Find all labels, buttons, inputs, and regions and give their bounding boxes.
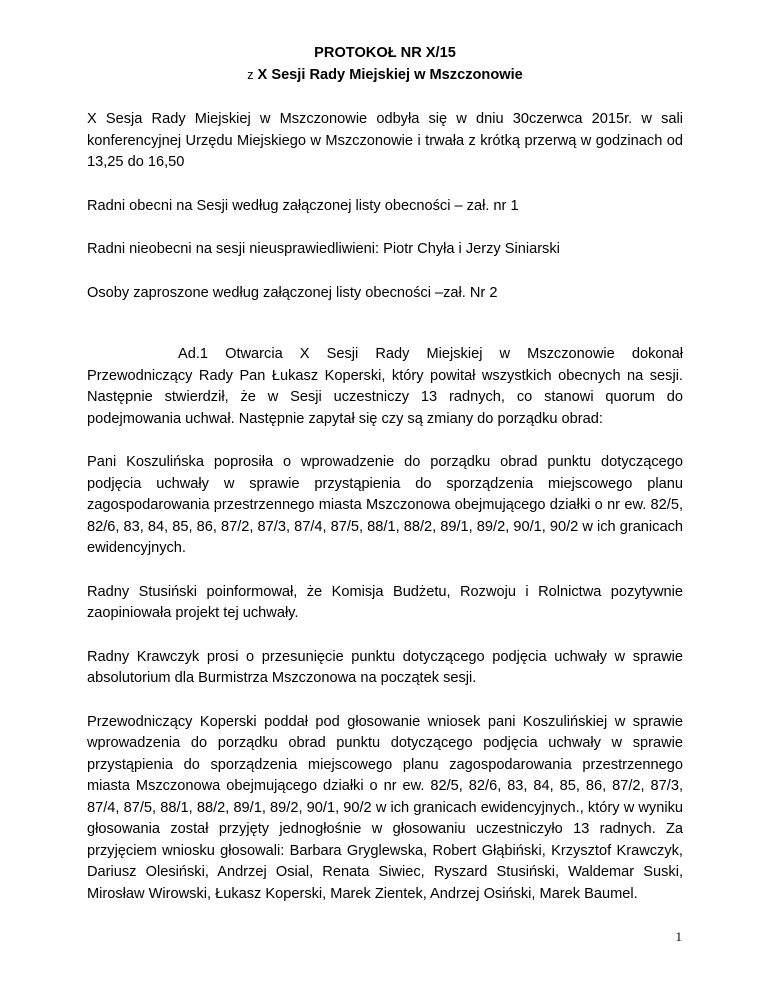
paragraph-invited: Osoby zaproszone według załączonej listy obecności –zał. Nr 2	[87, 284, 498, 301]
subtitle-text: X Sesji Rady Miejskiej w Mszczonowie	[257, 66, 523, 83]
subtitle-prefix: z	[247, 67, 254, 82]
page-number: 1	[675, 929, 682, 944]
document-page	[87, 43, 683, 927]
paragraph-koszulinska: Pani Koszulińska poprosiła o wprowadzenie do porządku obrad punktu dotyczącego podjęcia uchwały w sprawie przystąpienia do sporządzenia miejscowego planu zagospodarowania przestrzennego miasta Mszczonowa obejmującego działki o nr ew. 82/5, 82/6, 83, 84, 85, 86, 87/2, 87/3, 87/4, 87/5, 88/1, 88/2, 89/1, 89/2, 90/1, 90/2 w ich granicach ewidencyjnych.	[87, 454, 683, 556]
title-block	[87, 43, 683, 86]
paragraph-ad1: Ad.1 Otwarcia X Sesji Rady Miejskiej w Mszczonowie dokonał Przewodniczący Rady Pan Łukasz Koperski, który powitał wszystkich obecnych na sesji. Następnie stwierdził, że w Sesji uczestniczy 13 radnych, co stanowi quorum do podejmowania uchwał. Następnie zapytał się czy są zmiany do porządku obrad:	[87, 346, 683, 427]
paragraph-stusinski: Radny Stusiński poinformował, że Komisja Budżetu, Rozwoju i Rolnictwa pozytywnie zaopiniowała projekt tej uchwały.	[87, 583, 683, 621]
paragraph-present: Radni obecni na Sesji według załączonej listy obecności – zał. nr 1	[87, 197, 519, 214]
paragraph-vote: Przewodniczący Koperski poddał pod głosowanie wniosek pani Koszulińskiej w sprawie wprowadzenia do porządku obrad punktu dotyczącego podjęcia uchwały w sprawie przystąpienia do sporządzenia miejscowego planu zagospodarowania przestrzennego miasta Mszczonowa obejmującego działki o nr ew. 82/5, 82/6, 83, 84, 85, 86, 87/2, 87/3, 87/4, 87/5, 88/1, 88/2, 89/1, 89/2, 90/1, 90/2 w ich granicach ewidencyjnych., który w wyniku głosowania został przyjęty jednogłośnie w głosowaniu uczestniczyło 13 radnych. Za przyjęciem wniosku głosowali: Barbara Gryglewska, Robert Głąbiński, Krzysztof Krawczyk, Dariusz Olesiński, Andrzej Osial, Renata Siwiec, Ryszard Stusiński, Waldemar Suski, Mirosław Wirowski, Łukasz Koperski, Marek Zientek, Andrzej Osiński, Marek Baumel.	[87, 713, 683, 902]
paragraph-absent: Radni nieobecni na sesji nieusprawiedliwieni: Piotr Chyła i Jerzy Siniarski	[87, 241, 560, 257]
paragraph-krawczyk: Radny Krawczyk prosi o przesunięcie punktu dotyczącego podjęcia uchwały w sprawie absolutorium dla Burmistrza Mszczonowa na początek sesji.	[87, 648, 683, 686]
document-title: PROTOKOŁ NR X/15	[314, 45, 456, 61]
document-subtitle	[87, 65, 683, 87]
paragraph-intro: X Sesja Rady Miejskiej w Mszczonowie odbyła się w dniu 30czerwca 2015r. w sali konferencyjnej Urzędu Miejskiego w Mszczonowie i trwała z krótką przerwą w godzinach od 13,25 do 16,50	[87, 111, 683, 170]
